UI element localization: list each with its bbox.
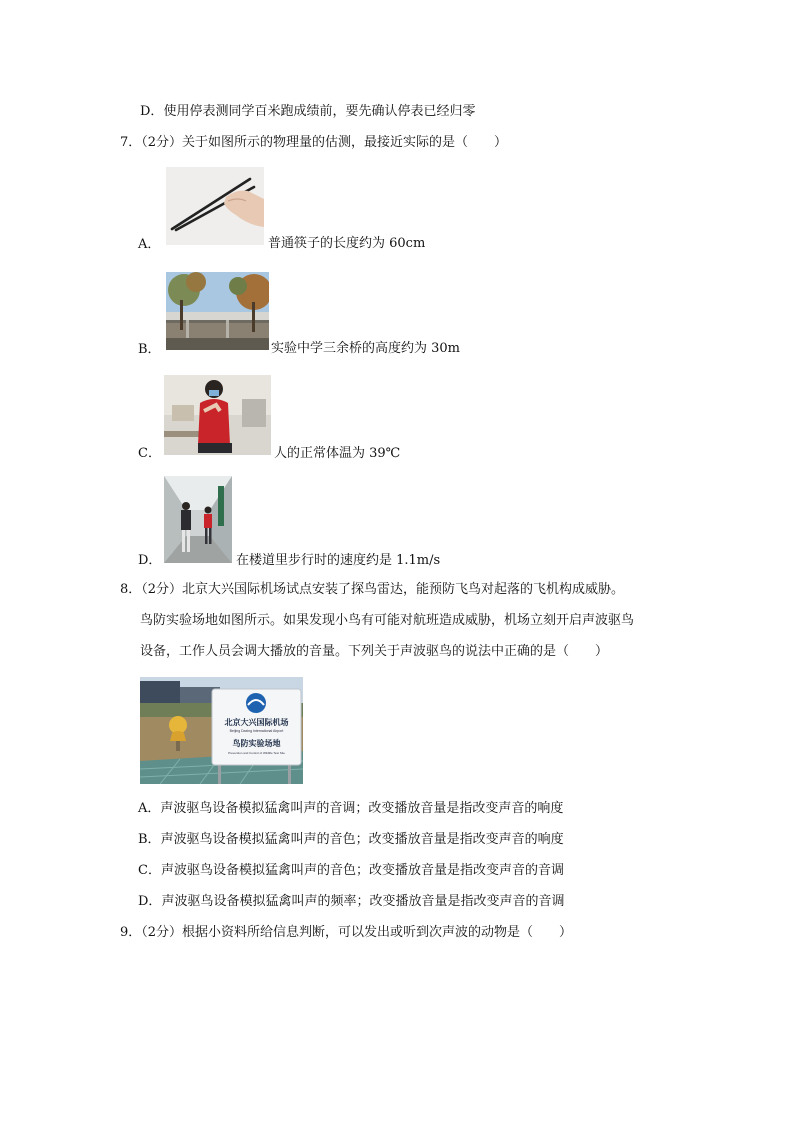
airport-test-site-photo: [140, 677, 303, 784]
corridor-photo: [164, 476, 232, 563]
option-label: C．: [138, 863, 161, 878]
option-text: 声波驱鸟设备模拟猛禽叫声的音色；改变播放音量是指改变声音的响度: [160, 832, 564, 847]
q9-stem: 9．（2分）根据小资料所给信息判断，可以发出或听到次声波的动物是（ ）: [120, 925, 573, 940]
bridge-photo: [166, 272, 269, 350]
q8-option-c: [138, 861, 564, 881]
q8-stem-line-2: 鸟防实验场地如图所示。如果发现小鸟有可能对航班造成威胁，机场立刻开启声波驱鸟: [140, 613, 635, 628]
q7-stem: 7．（2分）关于如图所示的物理量的估测，最接近实际的是（ ）: [120, 135, 508, 150]
option-text: 使用停表测同学百米跑成绩前，要先确认停表已经归零: [163, 104, 476, 119]
q7-option-d-text: 在楼道里步行时的速度约是 1.1m/s: [236, 553, 441, 568]
q8-option-b: [138, 830, 564, 850]
option-text: 声波驱鸟设备模拟猛禽叫声的音调；改变播放音量是指改变声音的响度: [160, 801, 564, 816]
q7-option-c-label: C．: [138, 446, 161, 461]
sign-title: 北京大兴国际机场: [224, 718, 289, 727]
q7-option-a-text: 普通筷子的长度约为 60cm: [268, 236, 426, 251]
temperature-photo: [164, 375, 271, 455]
chopsticks-photo: [166, 167, 264, 245]
sign-subtitle: Beijing Daxing International Airport: [229, 729, 284, 733]
q8-option-d: [138, 892, 564, 912]
q8-option-a: [138, 799, 563, 819]
q7-option-b-label: B．: [138, 342, 161, 357]
option-label: D．: [140, 104, 164, 119]
sign-field-en: Prevention and Control of Wildlife Test Site: [228, 751, 285, 755]
option-text: 声波驱鸟设备模拟猛禽叫声的音色；改变播放音量是指改变声音的音调: [160, 863, 564, 878]
option-label: A．: [138, 801, 161, 816]
option-label: B．: [138, 832, 161, 847]
q7-option-b-text: 实验中学三余桥的高度约为 30m: [271, 341, 461, 356]
q7-option-d-label: D．: [138, 553, 162, 568]
prev-option-d: [140, 102, 475, 122]
q7-option-a-label: A．: [138, 237, 161, 252]
option-label: D．: [138, 894, 162, 909]
q8-stem-line-3: 设备，工作人员会调大播放的音量。下列关于声波驱鸟的说法中正确的是（ ）: [140, 644, 609, 659]
option-text: 声波驱鸟设备模拟猛禽叫声的频率；改变播放音量是指改变声音的音调: [161, 894, 565, 909]
sign-field: 鸟防实验场地: [232, 739, 281, 748]
q8-stem-line-1: 8．（2分）北京大兴国际机场试点安装了探鸟雷达，能预防飞鸟对起落的飞机构成威胁。: [120, 582, 625, 597]
q7-option-c-text: 人的正常体温为 39℃: [274, 446, 401, 461]
